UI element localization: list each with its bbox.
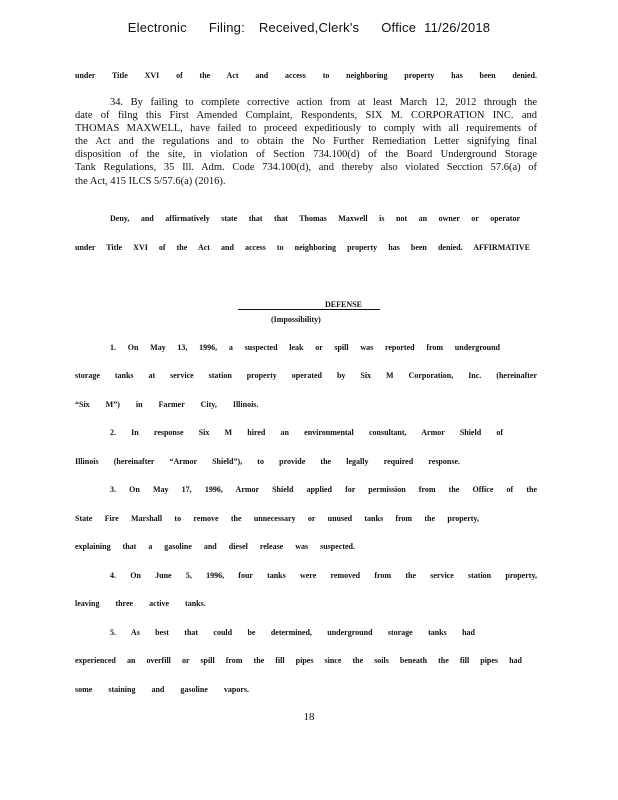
defense-line: 1. On May 13, 1996, a suspected leak or spill was reported from underground	[110, 343, 500, 352]
stamp-filing: Filing:	[208, 20, 245, 35]
stamp-date: 11/26/2018	[424, 20, 491, 35]
defense-line: experienced an overfill or spill from the fill pipes since the soils beneath the fill pipes had	[75, 656, 522, 665]
filing-stamp	[0, 20, 618, 35]
defense-line: “Six M”) in Farmer City, Illinois.	[75, 400, 259, 409]
paragraph-34-line: disposition of the site, in violation of Section 734.100(d) of the Board Underground Storage	[75, 149, 537, 161]
defense-heading: DEFENSE	[325, 300, 362, 309]
defense-line: explaining that a gasoline and diesel release was suspected.	[75, 542, 355, 551]
stamp-office: Office	[381, 20, 417, 35]
heading-underline	[238, 309, 380, 310]
paragraph-34-line: Tank Regulations, 35 Ill. Adm. Code 734.100(d), and thereby also violated Secction 57.6(a) of	[75, 162, 537, 174]
deny-line-1: Deny, and affirmatively state that that Thomas Maxwell is not an owner or operator	[110, 214, 520, 223]
stamp-electronic: Electronic	[127, 20, 187, 35]
defense-line: leaving three active tanks.	[75, 599, 206, 608]
defense-line: Illinois (hereinafter “Armor Shield”), to provide the legally required response.	[75, 457, 460, 466]
defense-line: storage tanks at service station property operated by Six M Corporation, Inc. (hereinafter	[75, 371, 537, 380]
top-continuation-line: under Title XVI of the Act and access to neighboring property has been denied.	[75, 71, 537, 80]
defense-line: State Fire Marshall to remove the unnecessary or unused tanks from the property,	[75, 514, 479, 523]
defense-subheading: (Impossibility)	[271, 315, 321, 324]
defense-line: 4. On June 5, 1996, four tanks were removed from the service station property,	[110, 571, 537, 580]
page-number: 18	[303, 711, 315, 723]
stamp-received: Received,Clerk's	[258, 20, 360, 35]
defense-line: 5. As best that could be determined, underground storage tanks had	[110, 628, 475, 637]
paragraph-34	[75, 96, 537, 188]
defense-line: some staining and gasoline vapors.	[75, 685, 250, 694]
defense-line: 3. On May 17, 1996, Armor Shield applied for permission from the Office of the	[110, 485, 537, 494]
paragraph-34-line: the Act, 415 ILCS 5/57.6(a) (2016).	[75, 175, 226, 187]
paragraph-34-line: date of filng this First Amended Complaint, Respondents, SIX M. CORPORATION INC. and	[75, 110, 537, 122]
deny-line-2: under Title XVI of the Act and access to neighboring property has been denied. AFFIRMATIVE	[75, 243, 530, 252]
paragraph-34-line: 34. By failing to complete corrective action from at least March 12, 2012 through the	[110, 97, 537, 108]
defense-line: 2. In response Six M hired an environmental consultant, Armor Shield of	[110, 428, 503, 437]
paragraph-34-line: the Act and the regulations and to obtain the No Further Remediation Letter signifying final	[75, 136, 537, 148]
paragraph-34-line: THOMAS MAXWELL, have failed to proceed expeditiously to comply with all requirements of	[75, 123, 537, 135]
